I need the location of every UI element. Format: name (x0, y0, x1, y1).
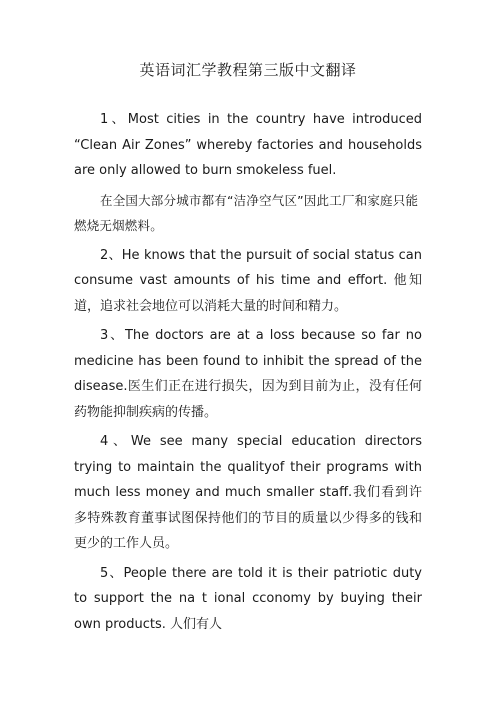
document-title: 英语词汇学教程第三版中文翻译 (139, 61, 357, 79)
sentence-4: 4、We see many special education directors trying to maintain the qualityof their programs with much less money and much smaller staff.我们看到许多特殊教育董事试图保持他们的节目的质量以少得多的钱和更少的工作人员。 (74, 434, 422, 551)
sentence-5: 5、People there are told it is their patriotic duty to support the na t ional cconomy by buying their own products. 人们有人 (74, 565, 422, 632)
sentence-2: 2、He knows that the pursuit of social status can consume vast amounts of his time and effort. 他知道，追求社会地位可以消耗大量的时间和精力。 (74, 247, 422, 314)
sentence-3: 3、The doctors are at a loss because so far no medicine has been found to inhibit the spread of the disease.医生们正在进行损失，因为到目前为止，没有任何药物能抑制疾病的传播。 (74, 328, 422, 420)
sentence-1-translation: 在全国大部分城市都有“洁净空气区”因此工厂和家庭只能燃烧无烟燃料。 (74, 192, 419, 233)
sentence-1-english: 1、Most cities in the country have introduced “Clean Air Zones” whereby factories and households are only allowed to burn smokeless fuel. (74, 112, 422, 178)
